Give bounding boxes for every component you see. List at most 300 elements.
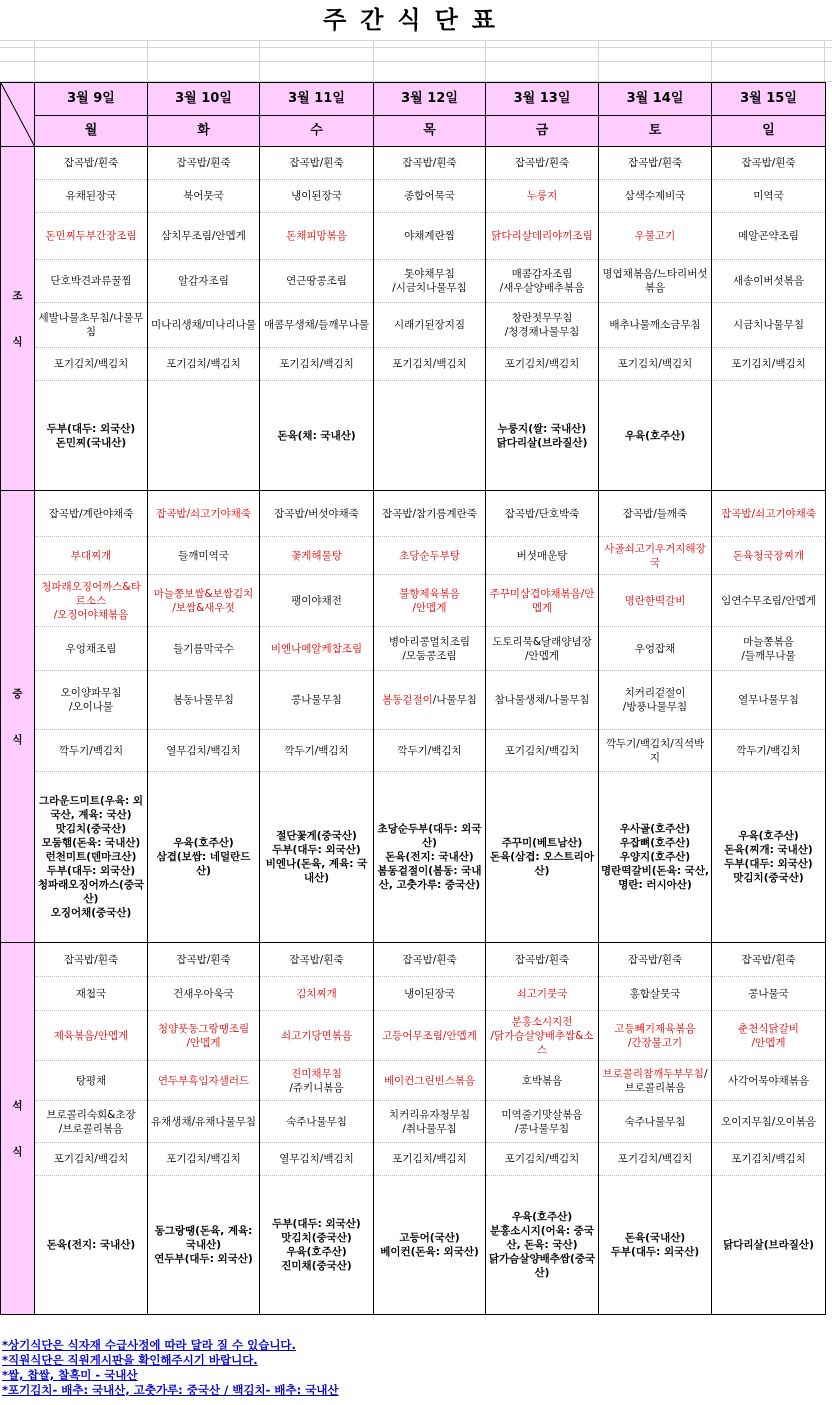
menu-cell [486, 213, 599, 260]
cell-line: 알감자조림 [178, 275, 229, 287]
meal-label-2 [1, 943, 35, 1315]
origin-cell [486, 381, 599, 491]
cell-line: 열무나물무침 [738, 694, 799, 706]
cell-text-red: 봄동겉절이 [382, 694, 433, 706]
menu-cell [712, 977, 826, 1011]
menu-cell [374, 260, 486, 303]
cell-line: 런천미트(덴마크산) [45, 851, 137, 863]
cell-line: 깍두기/백김치/직석박지 [605, 737, 705, 764]
cell-line: 깍두기/백김치 [397, 744, 462, 757]
menu-cell [148, 491, 260, 537]
cell-line: 돈육(삼겹: 오스트리아산) [490, 851, 594, 877]
cell-line: 포기김치/백김치 [166, 1153, 241, 1165]
cell-line: 닭가슴살양배추쌈(중국산) [488, 1253, 596, 1279]
cell-line: 삼치무조림/안멥게 [161, 230, 246, 242]
menu-cell [35, 260, 148, 303]
cell-line: 돈육(국내산) [624, 1232, 686, 1244]
cell-line: 포기김치/백김치 [166, 358, 241, 370]
meal-label-0 [1, 147, 35, 491]
cell-line: 냉이된장국 [291, 190, 342, 202]
cell-line: 두부(대두: 외국산) [610, 1246, 700, 1258]
meal-label-char: 식 [12, 1145, 23, 1158]
cell-line: 메알곤약조림 [738, 230, 799, 242]
cell-line [601, 1067, 709, 1095]
cell-line: 종합어묵국 [404, 190, 455, 202]
cell-line: 마늘쫑보쌈&보쌈김치 [153, 587, 254, 600]
cell-line: 사골쇠고기우거지해장국 [604, 542, 706, 569]
cell-line: 잡곡밥/흰죽 [627, 157, 683, 169]
menu-cell [599, 213, 712, 260]
origin-cell [712, 381, 826, 491]
cell-line: 제육볶음/안멥게 [53, 1029, 129, 1042]
cell-line: 유채된장국 [65, 190, 117, 202]
cell-line: 매콤감자조림 [511, 268, 573, 280]
cell-line: 두부(대두: 외국산) [272, 1218, 361, 1230]
menu-cell [374, 213, 486, 260]
cell-line: 우불고기 [634, 230, 676, 242]
origin-cell [35, 381, 148, 491]
cell-line: 우육(호주산) [738, 830, 799, 842]
day-header: 월 [35, 116, 148, 147]
cell-line: 돈육(전지: 국내산) [385, 851, 474, 863]
menu-cell [35, 180, 148, 213]
menu-cell [374, 943, 486, 977]
cell-line: 명엽채볶음/느타리버섯볶음 [602, 268, 708, 294]
menu-cell [35, 977, 148, 1011]
cell-line: 분홍소시지(어육: 중국산, 돈육: 국산) [490, 1225, 594, 1251]
cell-line: /취나물무침 [402, 1122, 457, 1135]
date-header: 3월 13일 [486, 83, 599, 116]
cell-line: 고등어무조림/안멥게 [382, 1029, 477, 1042]
cell-line: 모둠햄(돈육: 국내산) [41, 837, 141, 849]
menu-cell [148, 1061, 260, 1101]
menu-cell [35, 627, 148, 671]
menu-cell [486, 303, 599, 348]
menu-cell [712, 213, 826, 260]
cell-line: 우잡뼈(호주산) [619, 837, 691, 849]
cell-line: /모둠콩조림 [402, 649, 457, 662]
date-header: 3월 15일 [712, 83, 826, 116]
menu-cell [374, 348, 486, 381]
menu-cell [374, 180, 486, 213]
meal-label-char: 석 [12, 1099, 23, 1112]
cell-line: 배추나물깨소금무침 [609, 319, 701, 331]
date-header: 3월 14일 [599, 83, 712, 116]
cell-line: /닭가슴살양배추쌈&소스 [490, 1029, 594, 1056]
cell-line: 건새우아욱국 [173, 987, 234, 1000]
menu-cell [148, 1101, 260, 1143]
menu-cell [712, 537, 826, 575]
cell-line: 잡곡밥/흰죽 [289, 953, 344, 966]
menu-cell [148, 260, 260, 303]
menu-cell [148, 671, 260, 730]
origin-cell [260, 772, 374, 943]
cell-line: 두부(대두: 외국산) [724, 858, 813, 870]
cell-line: 청파래오징어까스&타르소스 [41, 580, 141, 607]
cell-line: 명란떡갈비(돈육: 국산, 명란: 러시아산) [601, 865, 709, 891]
cell-line: 포기김치/백김치 [731, 1153, 806, 1165]
cell-line: /오징어야채볶음 [53, 608, 129, 621]
meal-label-char: 식 [12, 733, 23, 746]
menu-cell [374, 303, 486, 348]
cell-line: 돈육청국장찌개 [732, 549, 804, 562]
cell-line: 냉이된장국 [404, 987, 455, 1000]
menu-cell [599, 260, 712, 303]
cell-line: 단호박견과류꿀찜 [50, 275, 132, 287]
menu-cell [712, 1143, 826, 1176]
cell-line: 진미채(중국산) [281, 1260, 352, 1272]
origin-cell [599, 381, 712, 491]
cell-line: 북어뭇국 [183, 190, 224, 202]
menu-cell [35, 1143, 148, 1176]
menu-cell [374, 537, 486, 575]
menu-cell [260, 627, 374, 671]
cell-line: 잡곡밥/흰죽 [176, 953, 231, 966]
menu-cell [260, 213, 374, 260]
origin-cell [148, 381, 260, 491]
cell-line: 비엔나(돈육, 계육: 국내산) [265, 858, 368, 884]
cell-line: 명란한떡갈비 [624, 594, 686, 607]
menu-cell [712, 1101, 826, 1143]
day-header: 토 [599, 116, 712, 147]
menu-cell [148, 943, 260, 977]
cell-line: 잡곡밥/쇠고기야채죽 [721, 507, 816, 520]
menu-cell [486, 537, 599, 575]
menu-cell [712, 943, 826, 977]
cell-line: 두부(대두: 외국산) [46, 422, 136, 435]
cell-line: 삼겹(보쌈: 네덜란드산) [156, 851, 251, 877]
cell-line: 잡곡밥/흰죽 [514, 157, 570, 169]
menu-cell [599, 537, 712, 575]
menu-cell [148, 977, 260, 1011]
cell-line: 세발나물초무침/나물무침 [38, 312, 144, 338]
cell-line: /들깨무나물 [741, 649, 796, 662]
menu-cell [260, 1143, 374, 1176]
menu-cell [148, 1143, 260, 1176]
menu-cell [260, 943, 374, 977]
day-header: 금 [486, 116, 599, 147]
menu-cell [712, 180, 826, 213]
cell-line: 잡곡밥/흰죽 [63, 157, 119, 169]
cell-line: 잡곡밥/쇠고기야채죽 [156, 507, 251, 520]
cell-line: 포기김치/백김치 [617, 1153, 693, 1165]
cell-line: 깍두기/백김치 [736, 744, 801, 757]
date-header: 3월 10일 [148, 83, 260, 116]
menu-cell [374, 491, 486, 537]
cell-line: 잡곡밥/흰죽 [402, 953, 457, 966]
menu-cell [148, 730, 260, 772]
meal-label-char: 중 [12, 687, 23, 700]
cell-line: 고등어(국산) [399, 1232, 460, 1244]
origin-cell [35, 1176, 148, 1315]
cell-line: 들기름막국수 [173, 642, 234, 655]
page-title: 주간식단표 [323, 6, 509, 34]
menu-cell [599, 180, 712, 213]
origin-cell [148, 772, 260, 943]
menu-cell [374, 627, 486, 671]
menu-cell [712, 1011, 826, 1061]
menu-cell [486, 1101, 599, 1143]
cell-line: /간장불고기 [627, 1036, 683, 1049]
menu-cell [260, 1061, 374, 1101]
menu-cell [260, 730, 374, 772]
cell-line: 그라운드미트(우육: 외국산, 계육: 국산) [39, 795, 143, 821]
menu-cell [35, 671, 148, 730]
menu-cell [486, 491, 599, 537]
menu-cell [148, 627, 260, 671]
menu-cell [374, 671, 486, 730]
cell-line: 도토리묵&달래양념장 [492, 635, 592, 648]
cell-line: 치커리겉절이 [624, 687, 686, 699]
cell-line: 잡곡밥/흰죽 [514, 953, 570, 966]
menu-cell [599, 491, 712, 537]
menu-cell [374, 1011, 486, 1061]
menu-cell [712, 671, 826, 730]
cell-line: 포기김치/백김치 [617, 358, 693, 370]
cell-text: /브로콜리볶음 [624, 1067, 708, 1094]
cell-line: /오이나물 [68, 701, 114, 713]
cell-line: 우육(호주산) [286, 1246, 347, 1258]
menu-cell [260, 671, 374, 730]
note-line: *직원식단은 직원게시판을 확인해주시기 바랍니다. [2, 1353, 258, 1367]
origin-cell [712, 772, 826, 943]
cell-line: 창란젓무무침 [511, 312, 573, 324]
menu-cell [712, 348, 826, 381]
cell-line: /쥬키니볶음 [289, 1081, 344, 1094]
cell-line: 맛김치(중국산) [281, 1232, 352, 1244]
cell-line: 고등빼기제육볶음 [614, 1022, 696, 1035]
cell-line: /콩나물무침 [514, 1122, 570, 1135]
menu-cell [260, 260, 374, 303]
menu-cell [712, 303, 826, 348]
origin-cell [374, 381, 486, 491]
menu-cell [486, 348, 599, 381]
cell-line: 봄동겉절이(봄동: 국내산, 고춧가루: 중국산) [377, 865, 482, 891]
notes [2, 1338, 822, 1398]
cell-line: 포기김치/백김치 [504, 358, 580, 370]
cell-line: 사각어묵야채볶음 [727, 1074, 810, 1087]
menu-cell [712, 491, 826, 537]
cell-line: 우양지(호주산) [619, 851, 691, 863]
cell-line: 참나물생채/나물무침 [494, 694, 590, 706]
meal-label-1 [1, 491, 35, 943]
menu-cell [599, 977, 712, 1011]
menu-cell [599, 730, 712, 772]
menu-cell [599, 671, 712, 730]
menu-cell [260, 1011, 374, 1061]
cell-line: 포기김치/백김치 [504, 1153, 580, 1165]
cell-line: 잡곡밥/참기름계란죽 [382, 507, 477, 520]
cell-line: 우사골(호주산) [619, 823, 691, 835]
menu-cell [599, 1011, 712, 1061]
cell-line: /안멥게 [751, 1036, 786, 1049]
menu-cell [486, 260, 599, 303]
menu-cell [35, 730, 148, 772]
cell-text-red: 브로콜리참깨두부무침 [602, 1067, 704, 1080]
menu-cell [374, 1143, 486, 1176]
origin-cell [35, 772, 148, 943]
cell-line: 돈민찌(국내산) [55, 436, 127, 449]
menu-cell [260, 537, 374, 575]
menu-cell [35, 943, 148, 977]
menu-cell [374, 977, 486, 1011]
menu-cell [35, 1101, 148, 1143]
day-header: 수 [260, 116, 374, 147]
menu-cell [486, 671, 599, 730]
meal-label-char: 조 [12, 289, 23, 302]
menu-cell [486, 1143, 599, 1176]
cell-line: 열무김치/백김치 [166, 744, 241, 757]
cell-line: 시금치나물무침 [732, 319, 804, 331]
menu-cell [148, 348, 260, 381]
cell-line: 포기김치/백김치 [392, 1153, 467, 1165]
cell-line: 열무김치/백김치 [279, 1153, 354, 1165]
menu-cell [374, 1061, 486, 1101]
menu-cell [35, 537, 148, 575]
menu-cell [35, 213, 148, 260]
cell-line: 누룽지 [526, 190, 558, 202]
cell-line: /방풍나물무침 [622, 701, 688, 713]
cell-line: 야채계란찜 [404, 230, 455, 242]
cell-line: 잡곡밥/흰죽 [741, 953, 796, 966]
menu-cell [486, 575, 599, 627]
cell-line: 닭다리살(브라질산) [723, 1239, 814, 1251]
cell-line: /보쌈&새우젓 [172, 601, 235, 614]
menu-cell [148, 537, 260, 575]
cell-line: 연근땅콩조림 [286, 275, 347, 287]
note-line: *상기식단은 식자재 수급사정에 따라 달라 질 수 있습니다. [2, 1338, 296, 1352]
cell-line: 연두부(대두: 외국산) [154, 1253, 253, 1265]
cell-line: 돈육(전지: 국내산) [46, 1239, 136, 1251]
menu-cell [486, 1061, 599, 1101]
menu-cell [712, 1061, 826, 1101]
date-header: 3월 9일 [35, 83, 148, 116]
cell-line: 돈민찌두부간장조림 [45, 230, 137, 242]
cell-line: 포기김치/백김치 [279, 358, 354, 370]
cell-line: 콩나물무침 [291, 694, 342, 706]
cell-line: 깍두기/백김치 [284, 744, 349, 757]
cell-line: 삼색수제비국 [624, 190, 686, 202]
cell-line: 두부(대두: 외국산) [272, 844, 361, 856]
cell-line: 돈채피망볶음 [286, 230, 347, 242]
menu-cell [486, 943, 599, 977]
day-header: 일 [712, 116, 826, 147]
menu-cell [599, 1143, 712, 1176]
cell-line: 누룽지(쌀: 국내산) [497, 422, 587, 435]
cell-line: 잡곡밥/흰죽 [627, 953, 683, 966]
cell-line: /브로콜리볶음 [58, 1122, 124, 1135]
cell-line: 잡곡밥/버섯야채죽 [274, 507, 359, 520]
cell-line: 초당순두부(대두: 외국산) [377, 823, 482, 849]
cell-line: 포기김치/백김치 [731, 358, 806, 370]
cell-line: 포기김치/백김치 [53, 358, 129, 370]
menu-cell [260, 1101, 374, 1143]
note-line: *포기김치- 배추: 국내산, 고춧가루: 중국산 / 백김치- 배추: 국내산 [2, 1383, 339, 1397]
day-header: 화 [148, 116, 260, 147]
menu-cell [599, 575, 712, 627]
cell-line: /안멥게 [186, 1036, 221, 1049]
menu-cell [374, 575, 486, 627]
menu-cell [35, 1011, 148, 1061]
menu-cell [486, 977, 599, 1011]
cell-line: 닭다리살데리야끼조림 [491, 230, 593, 242]
cell-line: 호박볶음 [521, 1074, 563, 1087]
cell-line: 재첩국 [75, 987, 107, 1000]
menu-cell [260, 348, 374, 381]
cell-line: 봄동나물무침 [173, 694, 234, 706]
cell-line: 잡곡밥/흰죽 [402, 157, 457, 169]
cell-line: 마늘쫑볶음 [743, 635, 794, 648]
cell-line: 팽이야채전 [291, 594, 342, 607]
cell-line: 잡곡밥/흰죽 [289, 157, 344, 169]
menu-cell [486, 627, 599, 671]
date-header: 3월 11일 [260, 83, 374, 116]
origin-cell [599, 772, 712, 943]
origin-cell [712, 1176, 826, 1315]
cell-line: 숙주나물무침 [624, 1115, 686, 1128]
cell-line: 브로콜리숙회&초장 [46, 1108, 136, 1121]
origin-cell [260, 1176, 374, 1315]
menu-cell [35, 491, 148, 537]
menu-cell [486, 180, 599, 213]
menu-cell [599, 303, 712, 348]
menu-cell [260, 575, 374, 627]
cell-line: /시금치나물무침 [392, 282, 467, 294]
cell-line: 주꾸미(베트남산) [501, 837, 583, 849]
cell-line: /새우살양배추볶음 [499, 282, 585, 294]
cell-line: 맛김치(중국산) [55, 823, 127, 835]
cell-line: /청경채나물무침 [504, 326, 580, 338]
origin-cell [599, 1176, 712, 1315]
menu-cell [599, 943, 712, 977]
menu-table [0, 82, 826, 1315]
spreadsheet-gridlines [0, 40, 832, 82]
cell-line: /안멥게 [412, 601, 447, 614]
menu-cell [486, 147, 599, 180]
cell-line: 포기김치/백김치 [392, 358, 467, 370]
cell-line: 주꾸미삼겹야채볶음/안멥게 [489, 587, 595, 614]
cell-line: 오이지무침/오이볶음 [721, 1115, 816, 1128]
cell-line: 맛김치(중국산) [733, 872, 804, 884]
origin-cell [374, 1176, 486, 1315]
menu-cell [599, 147, 712, 180]
menu-cell [599, 627, 712, 671]
cell-line: 쇠고기뭇국 [516, 987, 568, 1000]
cell-line: 우육(호주산) [624, 429, 686, 442]
cell-line: 치커리유자청무침 [388, 1108, 471, 1121]
cell-line: 비엔나메알케찹조림 [270, 642, 363, 655]
menu-cell [712, 147, 826, 180]
menu-cell [712, 260, 826, 303]
cell-line: 김치찌개 [296, 987, 337, 1000]
cell-line: 초당순두부탕 [399, 549, 460, 562]
cell-line: 시래기된장지짐 [393, 319, 465, 331]
cell-line: 춘천식닭갈비 [738, 1022, 799, 1035]
cell-line: 동그랑땡(돈육, 계육: 국내산) [154, 1225, 253, 1251]
cell-line: 쇠고기당면볶음 [280, 1029, 352, 1042]
cell-line: 돈육(채: 국내산) [277, 429, 356, 442]
cell-line: 오이양파무침 [60, 687, 122, 699]
date-header: 3월 12일 [374, 83, 486, 116]
cell-line: 유채생채/유채나물무침 [151, 1115, 256, 1128]
origin-cell [260, 381, 374, 491]
cell-line: 잡곡밥/흰죽 [741, 157, 796, 169]
cell-line: 꽃게해물탕 [291, 549, 342, 562]
cell-line: 미역국 [753, 190, 784, 202]
menu-cell [260, 303, 374, 348]
cell-line: 잡곡밥/단호박죽 [504, 507, 580, 520]
day-header: 목 [374, 116, 486, 147]
